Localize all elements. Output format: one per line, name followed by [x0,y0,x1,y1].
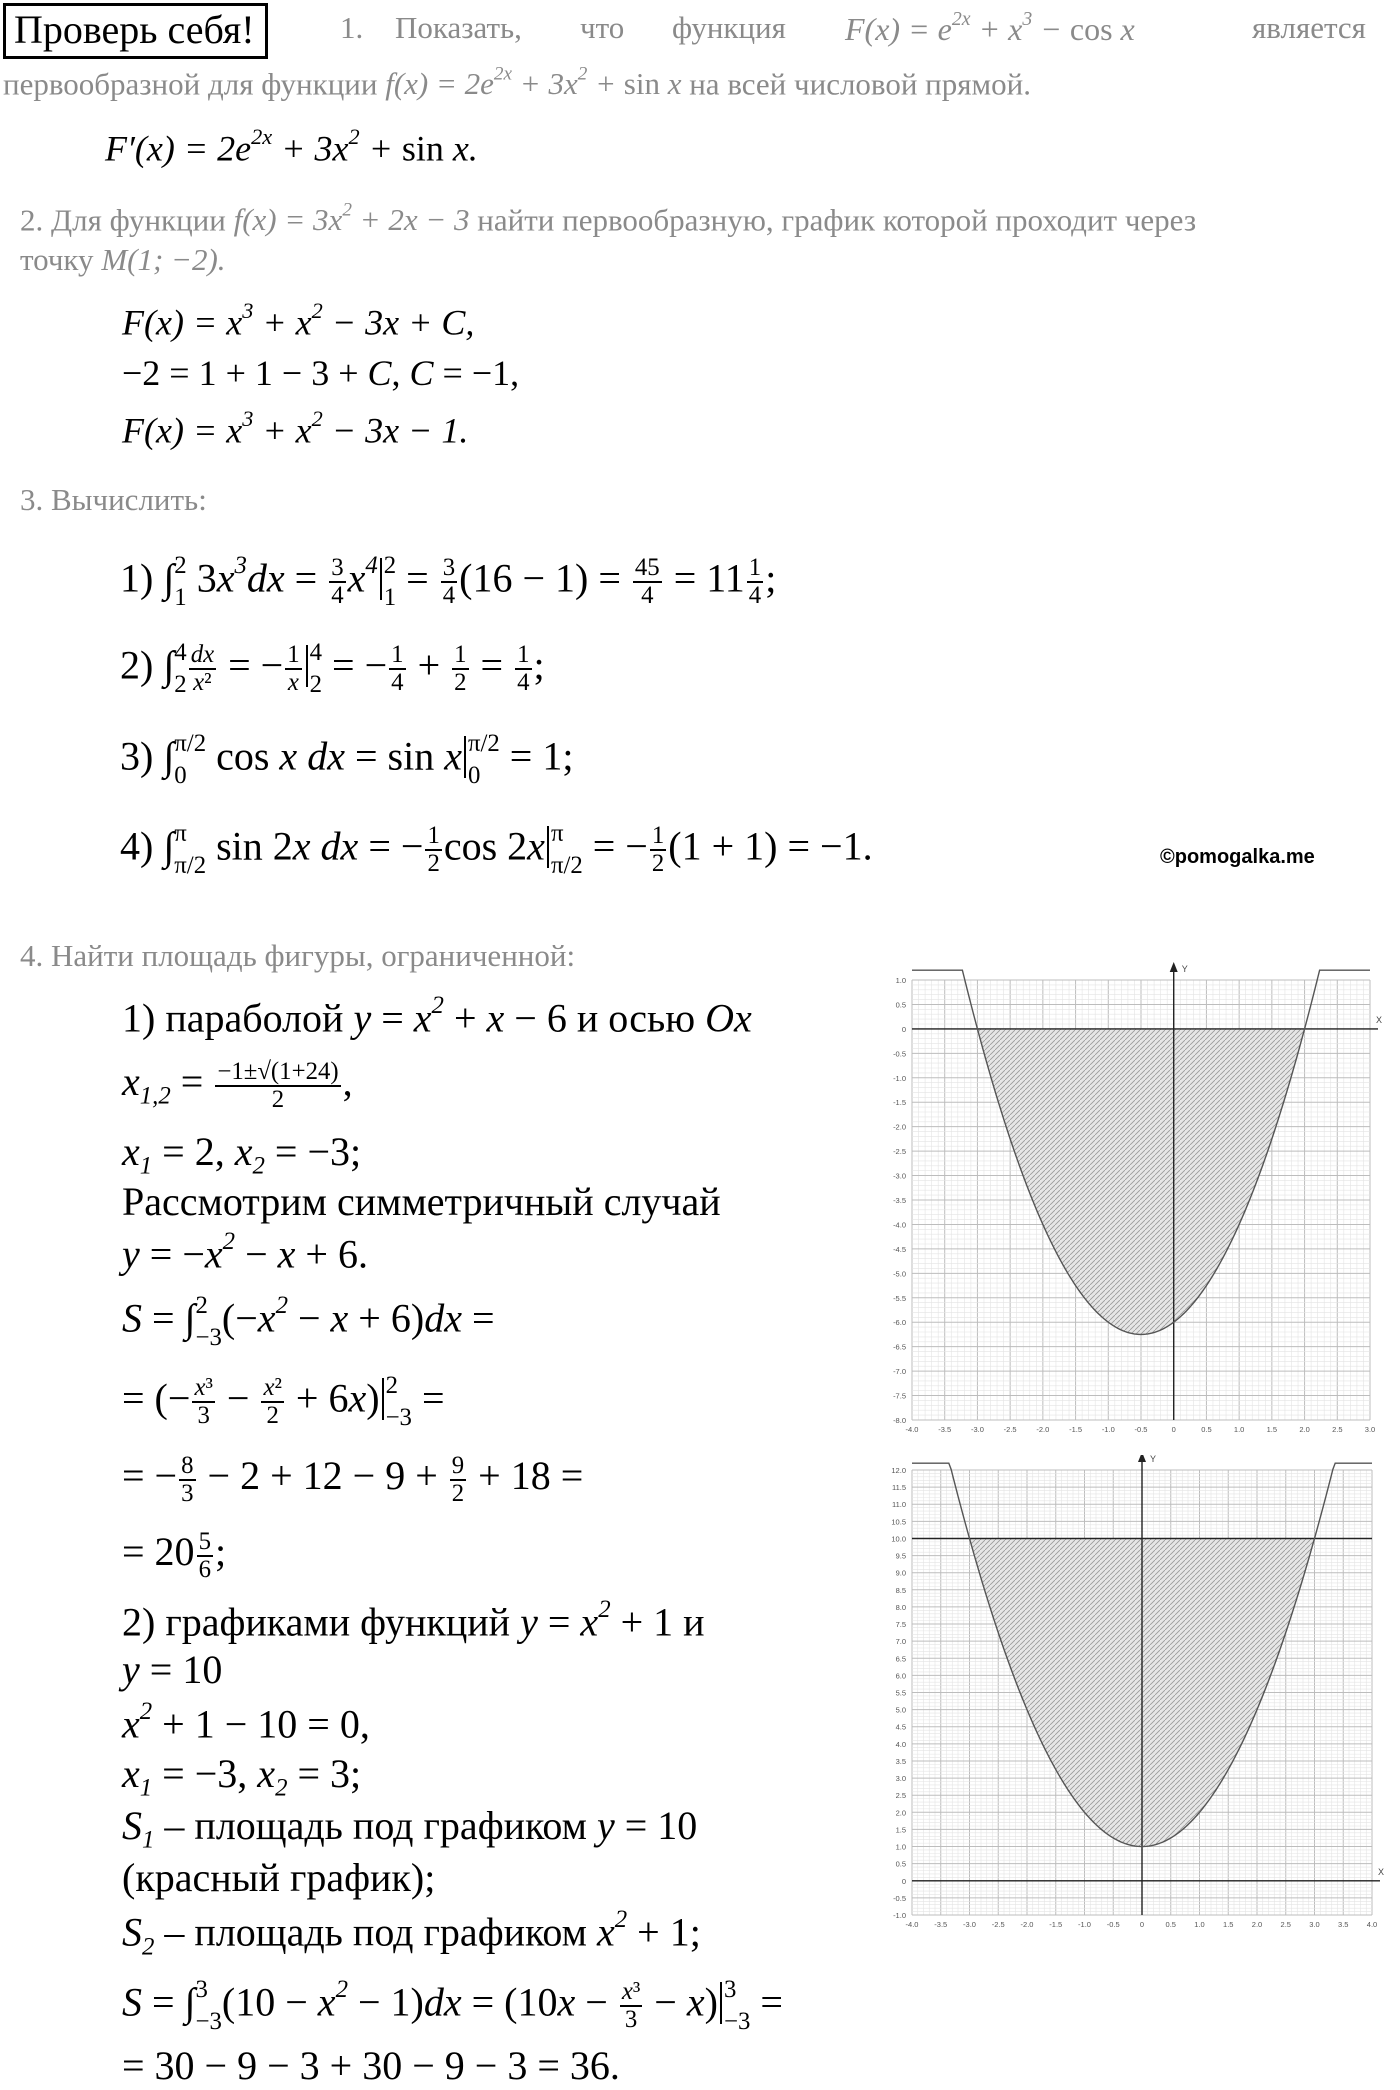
task1-word3: функция [672,10,786,45]
x-tick-label: -0.5 [1134,1425,1148,1434]
task2-line2: −2 = 1 + 1 − 3 + C, C = −1, [122,353,520,393]
y-axis-label: Y [1150,1455,1157,1464]
task3-item4: 4) ∫ π π/2 sin 2x dx = − $\frac{1}{2}$ cos 2x π π/2 = − $\frac{1}{2}$ (1 + 1) = −1. [120,820,873,880]
x-tick-label: -2.5 [1003,1425,1017,1434]
task4-line-neg-parabola: $y = -x^2 - x + 6$. [122,1228,368,1277]
task3-item3: 3) ∫ π/2 0 cos x dx = sin x π/2 0 = 1; [120,730,574,790]
y-tick-label: 7.5 [895,1620,906,1630]
x-tick-label: 3.5 [1338,1920,1349,1929]
task1-number: 1. [340,10,364,45]
x-tick-label: -1.5 [1049,1920,1063,1929]
y-axis-arrow [1170,962,1178,972]
y-tick-label: -2.0 [893,1122,906,1132]
parabola-area-chart-2 [880,1455,1390,1940]
y-tick-label: -5.0 [893,1269,906,1279]
y-tick-label: 8.5 [895,1585,906,1595]
shaded-area [977,1029,1304,1335]
task4-line-S2: $S_2$ – площадь под графиком $x^2 + 1$; [122,1906,701,1961]
x-tick-label: 3.0 [1309,1920,1320,1929]
x-tick-label: -2.0 [1036,1425,1050,1434]
task3-item1: 1) ∫ 2 1 $3x^3dx$ = $\frac{3}{4}$ $x^4$ 2 1 = $\frac{3}{4}$ (16 − 1) = $\frac{45}{4}$ = 11 $\frac{1}{4}$ ; [120,551,777,612]
x-tick-label: 2.5 [1332,1425,1343,1434]
task2-line1: $F(x) = x^3 + x^2 - 3x + C$, [122,298,475,343]
task4-line-S1: $S_1$ – площадь под графиком y = 10 [122,1803,698,1854]
y-tick-label: -3.0 [893,1171,906,1181]
task4-line-final: = 30 − 9 − 3 + 30 − 9 − 3 = 36. [122,2043,620,2088]
task2-prompt-point: точку M(1; −2). [20,242,226,277]
y-tick-label: -0.5 [893,1893,906,1903]
x-tick-label: -4.0 [905,1425,919,1434]
y-tick-label: 1.0 [895,976,906,985]
x-tick-label: -3.5 [938,1425,952,1434]
task4-line-S-final-integral: S = ∫ 3 −3 $(10 - x^2 - 1)dx = (10x$ − $\frac{\text{x³}}{3}$ − x) 3 −3 = [122,1975,783,2036]
y-axis-arrow [1138,1455,1146,1462]
y-tick-label: 3.0 [895,1774,906,1784]
task2-prompt: 2. Для функции $f(x) = 3x^2 + 2x - 3$ найти первообразную, график которой проходит через [20,200,1197,238]
y-tick-label: -3.5 [893,1196,906,1205]
task4-line-antideriv: = (− $\frac{\text{x³}}{3}$ − $\frac{\text{x²}}{2}$ + 6x) 2 −3 = [122,1372,445,1432]
x-tick-label: -1.0 [1078,1920,1091,1929]
task1-line2: первообразной для функции $f(x) = 2e^{2x} + 3x^2 + \sin x$ на всей числовой прямой. [3,64,1031,102]
y-tick-label: -7.5 [893,1391,906,1401]
task1-word2: что [580,10,625,45]
x-tick-label: -1.5 [1069,1425,1083,1434]
x-tick-label: 0 [1139,1920,1145,1929]
y-tick-label: 7.0 [895,1637,906,1647]
y-tick-label: 11.5 [891,1483,906,1493]
task4-line-y10: y = 10 [122,1647,223,1692]
x-tick-label: -3.0 [970,1425,984,1434]
y-tick-label: 9.0 [895,1568,906,1578]
y-tick-label: -4.5 [893,1244,906,1254]
y-axis-label: Y [1181,964,1188,974]
task3-prompt: 3. Вычислить: [20,482,207,517]
x-tick-label: -2.0 [1020,1920,1034,1929]
x-tick-label: -1.0 [1101,1425,1115,1434]
x-tick-label: 2.0 [1299,1425,1310,1434]
y-tick-label: 6.5 [895,1654,906,1664]
y-tick-label: 12.0 [891,1466,906,1475]
task4-line-roots: $x_1 = 2$, $x_2 = -3$; [122,1129,362,1180]
y-tick-label: 0 [901,1024,906,1034]
task4-line-sum: = − $\frac{8}{3}$ − 2 + 12 − 9 + $\frac{9}{2}$ + 18 = [122,1451,584,1507]
watermark: ©pomogalka.me [1160,846,1315,868]
y-tick-label: 5.5 [895,1688,906,1698]
x-tick-label: 4.0 [1366,1920,1378,1929]
y-tick-label: 0 [901,1876,906,1886]
y-tick-label: 11.0 [891,1500,906,1510]
y-tick-label: 10.0 [891,1534,906,1544]
x-tick-label: 1.0 [1194,1920,1205,1929]
task4-line-symmetric: Рассмотрим симметричный случай [122,1179,721,1224]
task4-line-result1: = 20 $\frac{5}{6}$ ; [122,1527,227,1583]
y-tick-label: -6.5 [893,1342,906,1352]
y-tick-label: 4.0 [895,1739,906,1749]
x-tick-label: -2.5 [991,1920,1005,1929]
y-tick-label: -7.0 [893,1367,906,1377]
x-tick-label: -4.0 [905,1920,919,1929]
y-tick-label: -6.0 [893,1318,906,1328]
task4-line-roots-formula: $x_{1,2}$ = $\frac{-1\pm√(1+24)}{2}$ , [122,1057,353,1113]
x-tick-label: 2.5 [1280,1920,1291,1929]
task4-line-S-integral: S = ∫ 2 −3 $(-x^2 - x + 6)dx$ = [122,1291,495,1352]
y-tick-label: 9.5 [895,1551,906,1561]
parabola-area-chart-1 [880,955,1390,1450]
y-tick-label: 3.5 [895,1756,906,1766]
x-tick-label: -3.5 [934,1920,948,1929]
task4-line-parabola: 1) параболой $y = x^2 + x - 6$ и осью Ox [122,992,752,1041]
y-tick-label: -0.5 [893,1049,906,1059]
y-tick-label: 0.5 [895,1859,906,1869]
task1-answer: $F'(x) = 2e^{2x} + 3x^2 + \sin x$. [105,124,478,169]
y-tick-label: 6.0 [895,1671,906,1681]
y-tick-label: -5.5 [893,1293,906,1303]
y-tick-label: 2.5 [895,1791,906,1801]
x-tick-label: -0.5 [1106,1920,1120,1929]
x-tick-label: 1.5 [1266,1425,1278,1434]
y-tick-label: -2.5 [893,1147,906,1157]
task4-line-red: (красный график); [122,1855,436,1900]
check-yourself-badge: Проверь себя! [3,3,268,59]
x-tick-label: 2.0 [1251,1920,1263,1929]
y-tick-label: 1.5 [895,1825,906,1835]
task2-line3: $F(x) = x^3 + x^2 - 3x - 1$. [122,406,469,451]
y-tick-label: 10.5 [891,1517,906,1527]
task1-F-def: $F(x) = e^{2x} + x^3 - \cos x$ [845,8,1135,47]
x-axis-label: X [1378,1866,1385,1877]
x-axis-label: X [1376,1014,1383,1025]
task4-line-roots2: $x_1 = -3$, $x_2 = 3$; [122,1751,362,1802]
y-tick-label: -1.0 [893,1911,906,1920]
x-tick-label: 0 [1171,1425,1176,1434]
y-tick-label: 8.0 [895,1602,906,1612]
task1-word4: является [1252,10,1366,45]
task3-item2: 2) ∫ 4 2 $\frac{dx}{\text{x²}}$ = − $\frac{1}{x}$ 4 2 = − $\frac{1}{4}$ + $\frac{1}{2}$ = $\frac{1}{4}$ ; [120,639,545,699]
y-tick-label: 5.0 [895,1705,906,1715]
y-tick-label: 2.0 [895,1808,906,1818]
y-tick-label: -8.0 [893,1416,906,1425]
task4-prompt: 4. Найти площадь фигуры, ограниченной: [20,938,576,973]
y-tick-label: 1.0 [895,1842,906,1852]
x-tick-label: 1.0 [1233,1425,1245,1434]
y-tick-label: -1.0 [893,1073,906,1083]
task4-line-equation: $x^2 + 1 - 10 = 0$, [122,1698,370,1747]
y-tick-label: 0.5 [895,1000,906,1010]
y-tick-label: -1.5 [893,1098,906,1108]
task1-word1: Показать, [395,10,522,45]
y-tick-label: 4.5 [895,1722,906,1732]
x-tick-label: -3.0 [963,1920,976,1929]
x-tick-label: 0.5 [1165,1920,1176,1929]
y-tick-label: -4.0 [893,1220,906,1230]
x-tick-label: 0.5 [1201,1425,1212,1434]
x-tick-label: 1.5 [1223,1920,1234,1929]
task4-line-part2: 2) графиками функций $y = x^2 + 1$ и [122,1596,705,1645]
x-tick-label: 3.0 [1364,1425,1376,1434]
